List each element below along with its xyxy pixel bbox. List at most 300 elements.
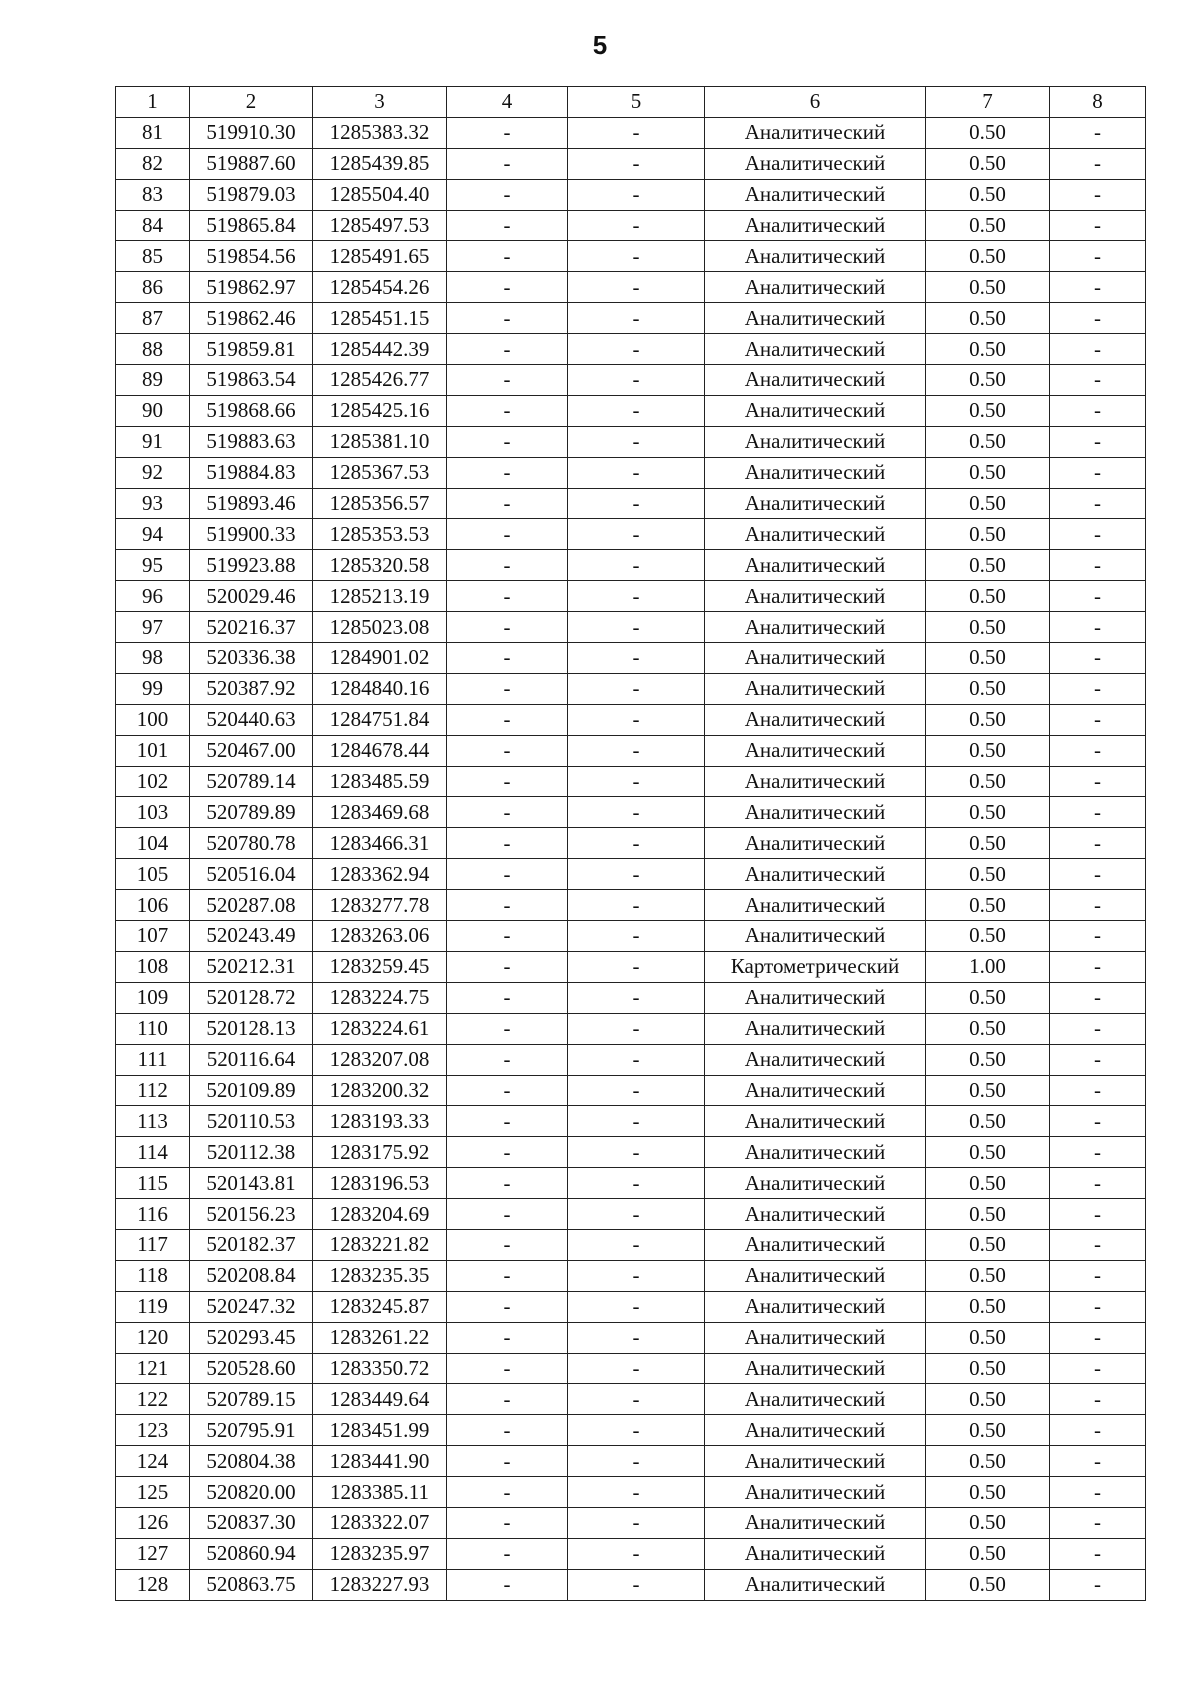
table-cell: - (447, 179, 568, 210)
table-cell: - (1050, 951, 1146, 982)
table-cell: 1285425.16 (313, 395, 447, 426)
table-cell: 0.50 (926, 704, 1050, 735)
table-cell: Аналитический (705, 1507, 926, 1538)
table-cell: 520109.89 (190, 1075, 313, 1106)
table-cell: - (447, 1229, 568, 1260)
table-cell: 99 (116, 673, 190, 704)
table-cell: - (568, 395, 705, 426)
table-cell: 0.50 (926, 148, 1050, 179)
table-cell: 1283362.94 (313, 859, 447, 890)
table-cell: - (1050, 1538, 1146, 1569)
table-cell: 520780.78 (190, 828, 313, 859)
table-cell: 1283204.69 (313, 1199, 447, 1230)
table-cell: 100 (116, 704, 190, 735)
table-cell: Аналитический (705, 550, 926, 581)
table-cell: 1285451.15 (313, 303, 447, 334)
table-cell: - (568, 673, 705, 704)
table-cell: Аналитический (705, 1384, 926, 1415)
table-cell: 1285213.19 (313, 581, 447, 612)
table-row (116, 951, 1146, 982)
table-cell: 0.50 (926, 921, 1050, 952)
table-cell: - (568, 550, 705, 581)
table-row (116, 241, 1146, 272)
table-cell: - (568, 1137, 705, 1168)
table-cell: - (1050, 1075, 1146, 1106)
table-cell: - (447, 519, 568, 550)
table-cell: Аналитический (705, 1106, 926, 1137)
table-cell: 0.50 (926, 488, 1050, 519)
table-cell: Аналитический (705, 1260, 926, 1291)
table-cell: 0.50 (926, 1477, 1050, 1508)
table-cell: 104 (116, 828, 190, 859)
table-cell: - (1050, 117, 1146, 148)
table-cell: - (1050, 1415, 1146, 1446)
table-cell: 0.50 (926, 673, 1050, 704)
table-cell: 95 (116, 550, 190, 581)
table-cell: Аналитический (705, 766, 926, 797)
table-cell: 1283227.93 (313, 1569, 447, 1600)
table-cell: Аналитический (705, 1353, 926, 1384)
table-cell: Картометрический (705, 951, 926, 982)
table-cell: - (1050, 828, 1146, 859)
table-cell: 520820.00 (190, 1477, 313, 1508)
table-row (116, 1013, 1146, 1044)
table-cell: - (568, 1415, 705, 1446)
table-cell: 0.50 (926, 241, 1050, 272)
table-cell: 519883.63 (190, 426, 313, 457)
table-cell: Аналитический (705, 1538, 926, 1569)
table-row (116, 488, 1146, 519)
table-cell: - (568, 365, 705, 396)
table-cell: - (447, 673, 568, 704)
table-cell: 520387.92 (190, 673, 313, 704)
table-cell: 520112.38 (190, 1137, 313, 1168)
table-row (116, 1477, 1146, 1508)
table-row (116, 643, 1146, 674)
table-row (116, 828, 1146, 859)
table-row (116, 859, 1146, 890)
table-cell: 520156.23 (190, 1199, 313, 1230)
table-cell: 1283322.07 (313, 1507, 447, 1538)
table-cell: 520336.38 (190, 643, 313, 674)
table-row (116, 982, 1146, 1013)
table-cell: 0.50 (926, 1507, 1050, 1538)
table-cell: Аналитический (705, 1446, 926, 1477)
table-cell: - (568, 1013, 705, 1044)
table-cell: - (568, 1229, 705, 1260)
table-cell: 125 (116, 1477, 190, 1508)
table-cell: 0.50 (926, 1291, 1050, 1322)
table-cell: - (447, 704, 568, 735)
column-header-5: 5 (568, 87, 705, 118)
table-cell: Аналитический (705, 921, 926, 952)
table-cell: - (447, 1291, 568, 1322)
table-cell: Аналитический (705, 1013, 926, 1044)
table-cell: 1284751.84 (313, 704, 447, 735)
table-cell: Аналитический (705, 1199, 926, 1230)
table-cell: 1284840.16 (313, 673, 447, 704)
table-cell: 1285356.57 (313, 488, 447, 519)
table-cell: 0.50 (926, 1229, 1050, 1260)
table-cell: - (1050, 1384, 1146, 1415)
table-cell: 0.50 (926, 1538, 1050, 1569)
table-cell: - (447, 1538, 568, 1569)
table-cell: 110 (116, 1013, 190, 1044)
table-cell: Аналитический (705, 1137, 926, 1168)
table-cell: 1285426.77 (313, 365, 447, 396)
table-cell: - (568, 982, 705, 1013)
table-cell: 121 (116, 1353, 190, 1384)
table-cell: - (1050, 1446, 1146, 1477)
table-cell: - (1050, 1137, 1146, 1168)
table-cell: - (447, 1384, 568, 1415)
table-cell: 1285497.53 (313, 210, 447, 241)
table-cell: 111 (116, 1044, 190, 1075)
coordinates-table (115, 86, 1146, 1601)
table-cell: - (568, 457, 705, 488)
table-row (116, 1137, 1146, 1168)
table-cell: 1283224.61 (313, 1013, 447, 1044)
table-row (116, 735, 1146, 766)
table-cell: Аналитический (705, 1415, 926, 1446)
table-cell: 114 (116, 1137, 190, 1168)
table-header-row (116, 87, 1146, 118)
table-cell: - (447, 1137, 568, 1168)
table-cell: - (568, 1044, 705, 1075)
table-cell: - (447, 797, 568, 828)
table-cell: Аналитический (705, 704, 926, 735)
table-cell: - (447, 1260, 568, 1291)
column-header-8: 8 (1050, 87, 1146, 118)
table-row (116, 550, 1146, 581)
table-cell: 1285023.08 (313, 612, 447, 643)
table-cell: 1283207.08 (313, 1044, 447, 1075)
table-cell: Аналитический (705, 612, 926, 643)
table-cell: 97 (116, 612, 190, 643)
table-cell: - (447, 766, 568, 797)
table-row (116, 179, 1146, 210)
table-row (116, 1322, 1146, 1353)
table-cell: 0.50 (926, 982, 1050, 1013)
column-header-3: 3 (313, 87, 447, 118)
table-row (116, 1353, 1146, 1384)
table-cell: 123 (116, 1415, 190, 1446)
table-cell: 1283385.11 (313, 1477, 447, 1508)
table-row (116, 1569, 1146, 1600)
table-cell: - (447, 303, 568, 334)
table-cell: - (1050, 210, 1146, 241)
table-cell: - (568, 1260, 705, 1291)
table-cell: 520863.75 (190, 1569, 313, 1600)
table-cell: Аналитический (705, 1075, 926, 1106)
table-cell: 1283485.59 (313, 766, 447, 797)
table-row (116, 395, 1146, 426)
table-cell: 0.50 (926, 426, 1050, 457)
table-cell: 1283263.06 (313, 921, 447, 952)
table-cell: 0.50 (926, 735, 1050, 766)
table-cell: 1285454.26 (313, 272, 447, 303)
table-cell: - (1050, 519, 1146, 550)
table-cell: 112 (116, 1075, 190, 1106)
table-row (116, 303, 1146, 334)
table-cell: - (1050, 1260, 1146, 1291)
table-cell: 113 (116, 1106, 190, 1137)
table-cell: - (1050, 1477, 1146, 1508)
table-row (116, 1415, 1146, 1446)
table-cell: - (568, 1106, 705, 1137)
table-cell: - (447, 1044, 568, 1075)
table-cell: Аналитический (705, 457, 926, 488)
table-cell: 519868.66 (190, 395, 313, 426)
table-cell: 519879.03 (190, 179, 313, 210)
table-cell: - (568, 1538, 705, 1569)
table-cell: - (447, 457, 568, 488)
table-cell: 520208.84 (190, 1260, 313, 1291)
table-cell: - (568, 890, 705, 921)
table-cell: 1283277.78 (313, 890, 447, 921)
table-cell: 88 (116, 334, 190, 365)
table-cell: Аналитический (705, 210, 926, 241)
table-row (116, 581, 1146, 612)
table-cell: 0.50 (926, 1137, 1050, 1168)
table-cell: - (568, 303, 705, 334)
table-cell: Аналитический (705, 581, 926, 612)
table-cell: 109 (116, 982, 190, 1013)
table-cell: 91 (116, 426, 190, 457)
table-row (116, 272, 1146, 303)
table-cell: - (447, 1569, 568, 1600)
table-cell: Аналитический (705, 519, 926, 550)
table-cell: 519862.97 (190, 272, 313, 303)
table-cell: - (1050, 1168, 1146, 1199)
table-cell: 520029.46 (190, 581, 313, 612)
table-row (116, 1106, 1146, 1137)
table-cell: Аналитический (705, 673, 926, 704)
table-cell: 520216.37 (190, 612, 313, 643)
table-row (116, 457, 1146, 488)
table-cell: - (447, 982, 568, 1013)
table-cell: - (447, 951, 568, 982)
table-cell: 103 (116, 797, 190, 828)
table-cell: 0.50 (926, 117, 1050, 148)
table-cell: - (1050, 488, 1146, 519)
table-cell: Аналитический (705, 1229, 926, 1260)
table-cell: 1283175.92 (313, 1137, 447, 1168)
table-cell: 519910.30 (190, 117, 313, 148)
table-cell: 520516.04 (190, 859, 313, 890)
table-cell: - (568, 241, 705, 272)
table-cell: - (568, 1384, 705, 1415)
table-cell: 0.50 (926, 612, 1050, 643)
table-cell: - (447, 1353, 568, 1384)
table-cell: - (568, 704, 705, 735)
table-cell: 519923.88 (190, 550, 313, 581)
table-cell: 0.50 (926, 519, 1050, 550)
table-row (116, 1446, 1146, 1477)
table-cell: 519893.46 (190, 488, 313, 519)
table-cell: - (1050, 735, 1146, 766)
table-cell: 0.50 (926, 1106, 1050, 1137)
table-row (116, 1538, 1146, 1569)
table-cell: 1283245.87 (313, 1291, 447, 1322)
table-cell: 116 (116, 1199, 190, 1230)
table-cell: - (1050, 1106, 1146, 1137)
table-cell: - (1050, 1569, 1146, 1600)
table-cell: Аналитический (705, 395, 926, 426)
table-cell: - (1050, 643, 1146, 674)
table-cell: 520212.31 (190, 951, 313, 982)
table-cell: - (1050, 241, 1146, 272)
table-cell: - (447, 488, 568, 519)
table-cell: - (447, 1168, 568, 1199)
table-cell: 0.50 (926, 643, 1050, 674)
table-cell: 128 (116, 1569, 190, 1600)
table-cell: - (568, 519, 705, 550)
table-cell: - (447, 395, 568, 426)
table-cell: - (447, 334, 568, 365)
table-cell: - (447, 117, 568, 148)
table-cell: - (447, 1075, 568, 1106)
table-cell: 0.50 (926, 1013, 1050, 1044)
table-cell: - (447, 148, 568, 179)
table-cell: 105 (116, 859, 190, 890)
table-cell: 115 (116, 1168, 190, 1199)
table-cell: 1285383.32 (313, 117, 447, 148)
table-cell: Аналитический (705, 365, 926, 396)
table-cell: - (1050, 982, 1146, 1013)
table-cell: 90 (116, 395, 190, 426)
table-cell: 87 (116, 303, 190, 334)
table-cell: 1.00 (926, 951, 1050, 982)
table-cell: - (568, 1168, 705, 1199)
table-cell: 520116.64 (190, 1044, 313, 1075)
table-row (116, 1229, 1146, 1260)
table-cell: - (1050, 1507, 1146, 1538)
table-cell: - (568, 797, 705, 828)
table-cell: 126 (116, 1507, 190, 1538)
table-cell: - (447, 1477, 568, 1508)
column-header-6: 6 (705, 87, 926, 118)
table-cell: 520860.94 (190, 1538, 313, 1569)
table-cell: 1283193.33 (313, 1106, 447, 1137)
table-cell: Аналитический (705, 272, 926, 303)
table-cell: 127 (116, 1538, 190, 1569)
table-cell: 1285439.85 (313, 148, 447, 179)
table-cell: Аналитический (705, 148, 926, 179)
table-cell: - (1050, 457, 1146, 488)
table-cell: 1284678.44 (313, 735, 447, 766)
table-row (116, 334, 1146, 365)
table-cell: - (1050, 859, 1146, 890)
table-cell: 0.50 (926, 1384, 1050, 1415)
table-cell: 1283235.97 (313, 1538, 447, 1569)
table-cell: 0.50 (926, 303, 1050, 334)
table-cell: - (447, 210, 568, 241)
table-cell: 85 (116, 241, 190, 272)
table-cell: Аналитический (705, 797, 926, 828)
table-cell: - (1050, 673, 1146, 704)
table-cell: 519887.60 (190, 148, 313, 179)
table-cell: Аналитический (705, 303, 926, 334)
table-cell: 94 (116, 519, 190, 550)
table-row (116, 148, 1146, 179)
table-cell: - (568, 1075, 705, 1106)
table-cell: - (1050, 1044, 1146, 1075)
table-cell: - (568, 766, 705, 797)
table-cell: 519884.83 (190, 457, 313, 488)
table-cell: Аналитический (705, 488, 926, 519)
table-row (116, 766, 1146, 797)
table-cell: - (568, 210, 705, 241)
table-cell: 1283350.72 (313, 1353, 447, 1384)
table-cell: - (447, 550, 568, 581)
table-cell: 1285504.40 (313, 179, 447, 210)
table-cell: 1285367.53 (313, 457, 447, 488)
table-row (116, 704, 1146, 735)
table-cell: 520837.30 (190, 1507, 313, 1538)
table-cell: - (1050, 890, 1146, 921)
table-cell: 520128.13 (190, 1013, 313, 1044)
table-cell: 108 (116, 951, 190, 982)
table-cell: 84 (116, 210, 190, 241)
table-cell: - (568, 148, 705, 179)
table-row (116, 1075, 1146, 1106)
table-cell: - (447, 859, 568, 890)
table-cell: 519859.81 (190, 334, 313, 365)
table-cell: - (568, 117, 705, 148)
table-cell: - (1050, 179, 1146, 210)
table-cell: 1283235.35 (313, 1260, 447, 1291)
table-cell: 0.50 (926, 365, 1050, 396)
table-cell: Аналитический (705, 1291, 926, 1322)
table-cell: - (1050, 148, 1146, 179)
table-row (116, 1507, 1146, 1538)
table-cell: 96 (116, 581, 190, 612)
table-cell: 1285442.39 (313, 334, 447, 365)
table-cell: 0.50 (926, 272, 1050, 303)
table-cell: 520804.38 (190, 1446, 313, 1477)
table-cell: 0.50 (926, 1199, 1050, 1230)
table-cell: 92 (116, 457, 190, 488)
table-cell: - (568, 488, 705, 519)
table-cell: 1283221.82 (313, 1229, 447, 1260)
table-cell: - (1050, 581, 1146, 612)
table-cell: 102 (116, 766, 190, 797)
table-cell: - (447, 921, 568, 952)
table-cell: - (568, 951, 705, 982)
table-cell: - (447, 1415, 568, 1446)
table-cell: 0.50 (926, 395, 1050, 426)
table-cell: 1283196.53 (313, 1168, 447, 1199)
table-cell: - (568, 1291, 705, 1322)
table-cell: - (568, 1446, 705, 1477)
table-cell: 0.50 (926, 179, 1050, 210)
table-cell: 0.50 (926, 859, 1050, 890)
table-cell: 107 (116, 921, 190, 952)
table-cell: - (568, 735, 705, 766)
table-cell: 1285381.10 (313, 426, 447, 457)
table-cell: Аналитический (705, 426, 926, 457)
table-cell: - (568, 643, 705, 674)
table-cell: 118 (116, 1260, 190, 1291)
column-header-2: 2 (190, 87, 313, 118)
table-cell: 520789.14 (190, 766, 313, 797)
table-cell: 0.50 (926, 1168, 1050, 1199)
table-cell: - (568, 1507, 705, 1538)
table-cell: - (1050, 766, 1146, 797)
table-cell: - (447, 581, 568, 612)
table-cell: 93 (116, 488, 190, 519)
